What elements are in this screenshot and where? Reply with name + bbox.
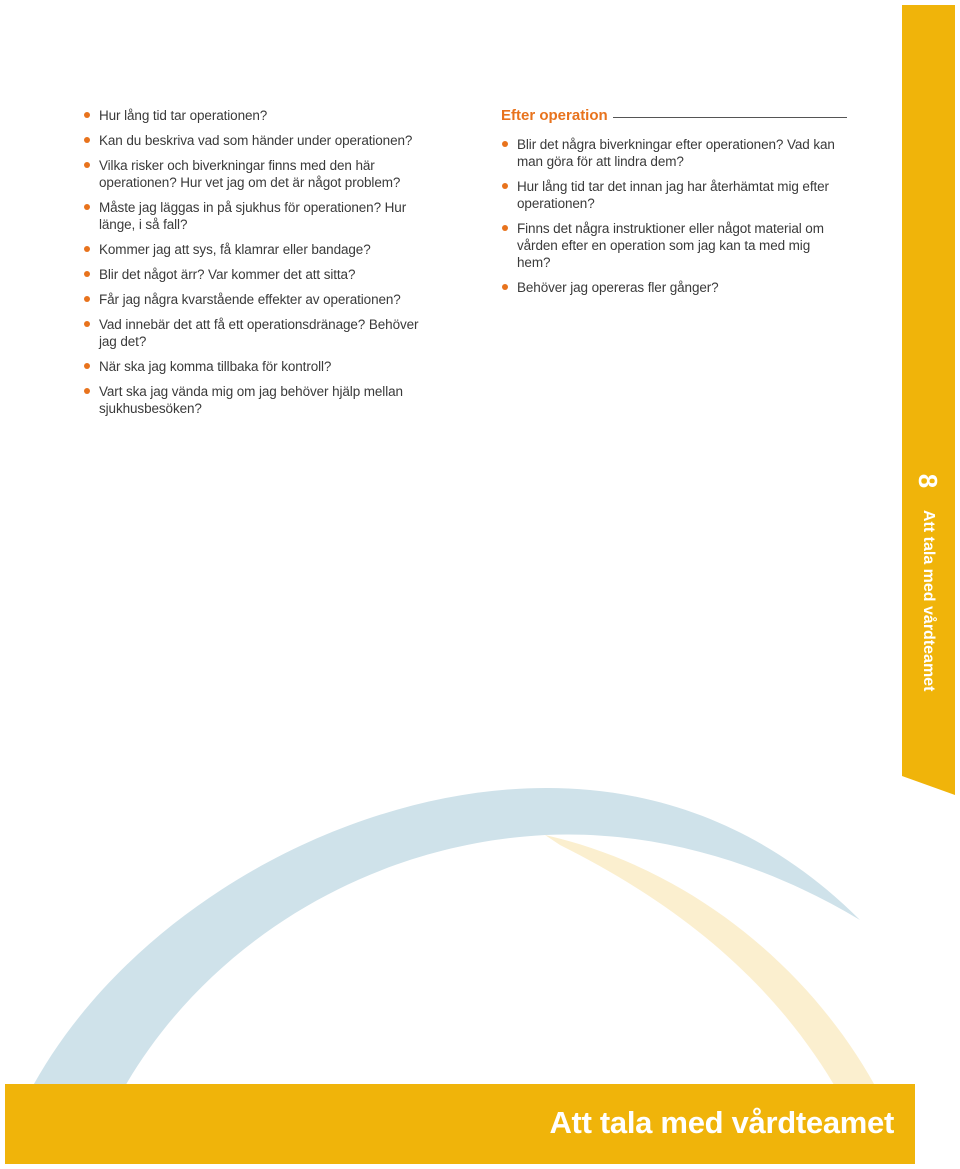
list-item: Blir det något ärr? Var kommer det att sitta? bbox=[83, 266, 423, 283]
after-operation-heading bbox=[501, 107, 847, 124]
list-item: Behöver jag opereras fler gånger? bbox=[501, 279, 846, 296]
chapter-number: 8 bbox=[913, 473, 943, 489]
list-item: Vad innebär det att få ett operationsdränage? Behöver jag det? bbox=[83, 316, 423, 350]
list-item: Vilka risker och biverkningar finns med den här operationen? Hur vet jag om det är något problem? bbox=[83, 157, 423, 191]
list-item: Får jag några kvarstående effekter av operationen? bbox=[83, 291, 423, 308]
list-item: Kan du beskriva vad som händer under operationen? bbox=[83, 132, 423, 149]
list-item: Blir det några biverkningar efter operationen? Vad kan man göra för att lindra dem? bbox=[501, 136, 846, 170]
section-heading-text: Efter operation bbox=[501, 107, 608, 124]
heading-rule bbox=[613, 117, 847, 118]
list-item: När ska jag komma tillbaka för kontroll? bbox=[83, 358, 423, 375]
list-item: Måste jag läggas in på sjukhus för operationen? Hur länge, i så fall? bbox=[83, 199, 423, 233]
chapter-tab-title: Att tala med vårdteamet bbox=[920, 510, 937, 692]
list-item: Hur lång tid tar operationen? bbox=[83, 107, 423, 124]
footer-title: Att tala med vårdteamet bbox=[549, 1105, 894, 1140]
list-item: Vart ska jag vända mig om jag behöver hjälp mellan sjukhusbesöken? bbox=[83, 383, 423, 417]
list-item: Kommer jag att sys, få klamrar eller bandage? bbox=[83, 241, 423, 258]
left-question-list bbox=[83, 107, 423, 425]
cream-arc bbox=[545, 835, 880, 1095]
list-item: Hur lång tid tar det innan jag har återhämtat mig efter operationen? bbox=[501, 178, 846, 212]
list-item: Finns det några instruktioner eller något material om vården efter en operation som jag kan ta med mig hem? bbox=[501, 220, 846, 271]
after-operation-question-list bbox=[501, 136, 846, 304]
